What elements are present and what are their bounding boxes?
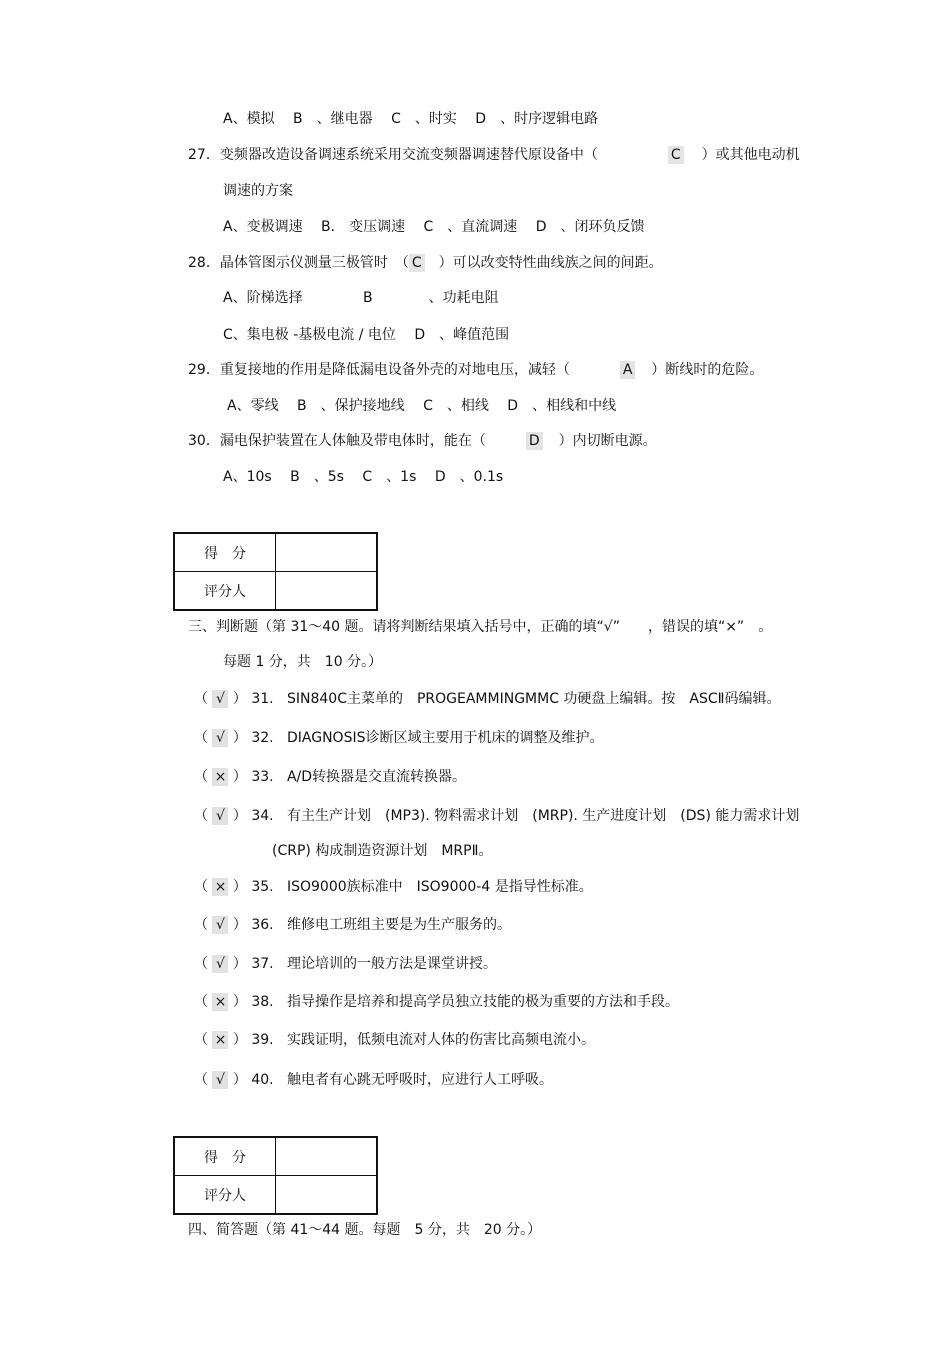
q29-options: A、零线 B 、保护接地线 C 、相线 D 、相线和中线: [227, 398, 617, 414]
q30-options: A、10s B 、5s C 、1s D 、0.1s: [223, 469, 504, 485]
judgment-number: 34.: [251, 808, 274, 824]
section3-subtitle: 每题 1 分，共 10 分。）: [223, 654, 383, 670]
judgment-text: A/D转换器是交直流转换器。: [286, 769, 467, 785]
judgment-number: 32.: [251, 730, 274, 746]
judgment-text: SIN840C主菜单的 PROGEAMMINGMMC 功硬盘上编辑。按 ASCⅡ码编辑。: [286, 691, 781, 707]
judgment-number: 35.: [251, 879, 274, 895]
judgment-mark: √: [212, 690, 228, 708]
judgment-text: 维修电工班组主要是为生产服务的。: [286, 917, 511, 933]
judgment-text: ISO9000族标准中 ISO9000-4 是指导性标准。: [286, 879, 593, 895]
judgment-item: （ √ ） 34. 有主生产计划 (MP3). 物料需求计划 (MRP). 生产进度计划 (DS) 能力需求计划: [194, 808, 800, 824]
judgment-item: （ × ） 39. 实践证明，低频电流对人体的伤害比高频电流小。: [194, 1032, 595, 1048]
grader-value-cell[interactable]: [276, 572, 378, 611]
judgment-number: 36.: [251, 917, 274, 933]
q30-answer: D: [526, 432, 543, 450]
score-table-section4: [173, 1136, 378, 1215]
judgment-number: 37.: [251, 956, 274, 972]
judgment-number: 38.: [251, 994, 274, 1010]
grader-label: 评分人: [174, 572, 276, 611]
q29-number: 29．: [188, 362, 220, 378]
score-label: 得 分: [174, 533, 276, 572]
score-value-cell[interactable]: [276, 533, 378, 572]
judgment-item: （ √ ） 31. SIN840C主菜单的 PROGEAMMINGMMC 功硬盘上编辑。按 ASCⅡ码编辑。: [194, 691, 781, 707]
grader-value-cell[interactable]: [276, 1176, 378, 1215]
section4-title: 四、简答题（第 41～44 题。每题 5 分，共 20 分。）: [188, 1222, 542, 1238]
section3-title: 三、判断题（第 31～40 题。请将判断结果填入括号中，正确的填“√” ，错误的填“×” 。: [188, 619, 773, 635]
judgment-item: （ × ） 33. A/D转换器是交直流转换器。: [194, 769, 467, 785]
q27-answer: C: [668, 146, 684, 164]
judgment-mark: ×: [212, 1031, 228, 1049]
q28-stem-a: 晶体管图示仪测量三极管时 （: [219, 255, 409, 271]
judgment-text: 实践证明，低频电流对人体的伤害比高频电流小。: [286, 1032, 595, 1048]
judgment-mark: ×: [212, 768, 228, 786]
judgment-text: 理论培训的一般方法是课堂讲授。: [286, 956, 497, 972]
judgment-text: 触电者有心跳无呼吸时，应进行人工呼吸。: [286, 1072, 553, 1088]
q28-number: 28．: [188, 255, 220, 271]
q30-stem: [188, 432, 657, 450]
q26-options: A、模拟 B 、继电器 C 、时实 D 、时序逻辑电路: [223, 111, 599, 127]
q28-stem: [188, 254, 663, 272]
judgment-item: （ √ ） 37. 理论培训的一般方法是课堂讲授。: [194, 956, 497, 972]
q27-stem-a: 变频器改造设备调速系统采用交流变频器调速替代原设备中（: [219, 147, 598, 163]
judgment-number: 33.: [251, 769, 274, 785]
judgment-item: （ √ ） 40. 触电者有心跳无呼吸时，应进行人工呼吸。: [194, 1072, 553, 1088]
judgment-text: DIAGNOSIS诊断区域主要用于机床的调整及维护。: [286, 730, 604, 746]
judgment-mark: √: [212, 955, 228, 973]
q28-answer: C: [409, 254, 425, 272]
judgment-item: （ × ） 35. ISO9000族标准中 ISO9000-4 是指导性标准。: [194, 879, 593, 895]
q29-stem: [188, 361, 763, 379]
q27-stem-c: 调速的方案: [223, 183, 293, 199]
q28-stem-b: ）可以改变特性曲线族之间的间距。: [438, 255, 663, 271]
judgment-number: 40.: [251, 1072, 274, 1088]
judgment-mark: √: [212, 916, 228, 934]
judgment-mark: ×: [212, 993, 228, 1011]
score-label: 得 分: [174, 1137, 276, 1176]
judgment-item: （ √ ） 36. 维修电工班组主要是为生产服务的。: [194, 917, 511, 933]
q29-stem-a: 重复接地的作用是降低漏电设备外壳的对地电压，减轻（: [219, 362, 570, 378]
q30-stem-a: 漏电保护装置在人体触及带电体时，能在（: [219, 433, 486, 449]
q27-stem-b: ）或其他电动机: [701, 147, 800, 163]
q27-number: 27．: [188, 147, 220, 163]
q29-answer: A: [620, 361, 636, 379]
q27-stem: [188, 146, 800, 164]
judgment-text-continued: (CRP) 构成制造资源计划 MRPⅡ。: [272, 843, 493, 859]
score-value-cell[interactable]: [276, 1137, 378, 1176]
q30-number: 30．: [188, 433, 220, 449]
judgment-number: 39.: [251, 1032, 274, 1048]
q29-stem-b: ）断线时的危险。: [651, 362, 764, 378]
judgment-text: 有主生产计划 (MP3). 物料需求计划 (MRP). 生产进度计划 (DS) 能力需求计划: [286, 808, 800, 824]
judgment-mark: ×: [212, 878, 228, 896]
q28-options-2: C、集电极 -基极电流 / 电位 D 、峰值范围: [223, 327, 510, 343]
judgment-item: （ √ ） 32. DIAGNOSIS诊断区域主要用于机床的调整及维护。: [194, 730, 604, 746]
judgment-mark: √: [212, 729, 228, 747]
q30-stem-b: ）内切断电源。: [558, 433, 657, 449]
q28-options-1: A、阶梯选择 B 、功耗电阻: [223, 290, 499, 306]
judgment-mark: √: [212, 807, 228, 825]
judgment-mark: √: [212, 1071, 228, 1089]
score-table-section3: [173, 532, 378, 611]
judgment-number: 31.: [251, 691, 274, 707]
judgment-item: （ × ） 38. 指导操作是培养和提高学员独立技能的极为重要的方法和手段。: [194, 994, 679, 1010]
judgment-text: 指导操作是培养和提高学员独立技能的极为重要的方法和手段。: [286, 994, 679, 1010]
q27-options: A、变极调速 B. 变压调速 C 、直流调速 D 、闭环负反馈: [223, 219, 645, 235]
grader-label: 评分人: [174, 1176, 276, 1215]
